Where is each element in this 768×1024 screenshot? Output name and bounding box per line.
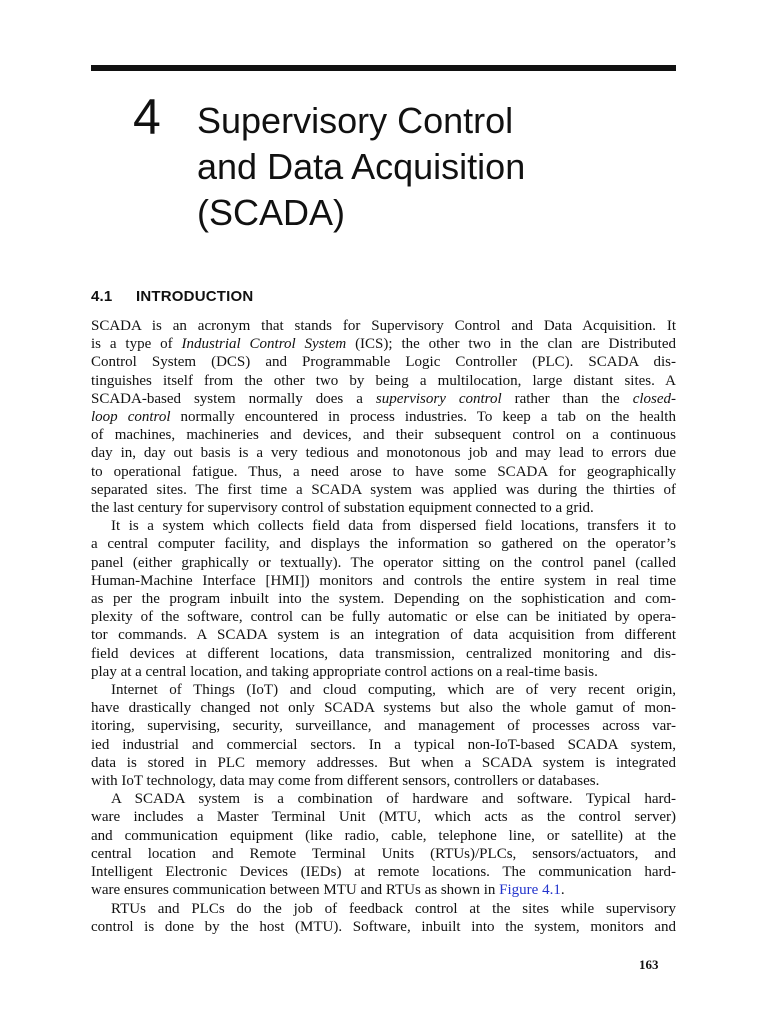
text-segment: control is done by the host (MTU). Software, inbuilt into the system, monitors and xyxy=(91,918,676,935)
text-segment: Human-Machine Interface [HMI]) monitors and controls the entire system in real time xyxy=(91,572,676,589)
chapter-title-line: Supervisory Control xyxy=(197,100,514,141)
section-heading xyxy=(91,288,253,305)
text-segment: Internet of Things (IoT) and cloud computing, which are of very recent origin, xyxy=(111,682,676,699)
text-segment: tor commands. A SCADA system is an integration of data acquisition from different xyxy=(91,627,676,644)
section-number: 4.1 xyxy=(91,288,113,305)
text-segment: ware includes a Master Terminal Unit (MTU, which acts as the control server) xyxy=(91,809,676,826)
section-title: INTRODUCTION xyxy=(136,288,254,305)
chapter-title xyxy=(197,98,525,236)
text-segment: Control System (DCS) and Programmable Logic Controller (PLC). SCADA dis- xyxy=(91,354,676,371)
text-segment: ware ensures communication between MTU and RTUs as shown in xyxy=(91,882,500,899)
text-segment: itoring, supervising, security, surveillance, and management of processes across var- xyxy=(91,718,676,735)
text-line xyxy=(91,554,676,572)
italic-term: loop control xyxy=(91,409,171,426)
text-line xyxy=(91,608,676,626)
text-line xyxy=(91,572,676,590)
text-line xyxy=(91,426,676,444)
paragraph xyxy=(91,517,676,681)
text-segment: . xyxy=(560,882,565,899)
text-line xyxy=(91,390,676,408)
text-segment: central location and Remote Terminal Units (RTUs)/PLCs, sensors/actuators, and xyxy=(91,845,676,862)
text-segment: have drastically changed not only SCADA systems but also the whole gamut of mon- xyxy=(91,700,676,717)
text-segment: a central computer facility, and displays the information so gathered on the operator’s xyxy=(91,536,676,553)
text-segment: as per the program inbuilt into the system. Depending on the sophistication and com- xyxy=(91,591,676,608)
figure-link[interactable]: Figure 4.1 xyxy=(499,882,561,899)
paragraph xyxy=(91,790,676,899)
text-segment: separated sites. The first time a SCADA system was applied was during the thirties of xyxy=(91,481,676,498)
text-line xyxy=(91,772,676,790)
text-line xyxy=(91,481,676,499)
text-segment: field devices at different locations, data transmission, centralized monitoring and dis- xyxy=(91,645,676,662)
text-line xyxy=(91,535,676,553)
text-segment: of machines, machineries and devices, and their subsequent control on a continuous xyxy=(91,427,676,444)
text-segment: Intelligent Electronic Devices (IEDs) at remote locations. The communication hard- xyxy=(91,864,676,881)
text-line xyxy=(91,808,676,826)
text-segment: and communication equipment (like radio, cable, telephone line, or satellite) at the xyxy=(91,827,676,844)
chapter-number: 4 xyxy=(133,89,161,145)
italic-term: closed- xyxy=(632,390,676,407)
text-line xyxy=(91,444,676,462)
text-segment: is a type of xyxy=(91,336,182,353)
text-segment: tinguishes itself from the other two by being a multilocation, large distant sites. A xyxy=(91,372,676,389)
text-segment: play at a central location, and taking appropriate control actions on a real-time basis. xyxy=(91,663,598,680)
text-line xyxy=(91,790,676,808)
text-segment: day in, day out basis is a very tedious and monotonous job and may lead to errors due xyxy=(91,445,676,462)
chapter-title-line: (SCADA) xyxy=(197,192,346,233)
text-segment: normally encountered in process industries. To keep a tab on the health xyxy=(170,409,676,426)
text-line xyxy=(91,900,676,918)
text-line xyxy=(91,645,676,663)
text-segment: data is stored in PLC memory addresses. But when a SCADA system is integrated xyxy=(91,754,676,771)
text-segment: A SCADA system is a combination of hardware and software. Typical hard- xyxy=(111,791,676,808)
text-segment: ied industrial and commercial sectors. In a typical non-IoT-based SCADA system, xyxy=(91,736,676,753)
text-segment: the last century for supervisory control of substation equipment connected to a grid. xyxy=(91,500,594,517)
text-segment: SCADA-based system normally does a xyxy=(91,390,376,407)
text-line xyxy=(91,463,676,481)
text-segment: (ICS); the other two in the clan are Distributed xyxy=(346,336,676,353)
text-line xyxy=(91,845,676,863)
text-line xyxy=(91,317,676,335)
text-line xyxy=(91,408,676,426)
text-line xyxy=(91,372,676,390)
text-line xyxy=(91,881,676,899)
text-line xyxy=(91,754,676,772)
text-line xyxy=(91,699,676,717)
italic-term: supervisory control xyxy=(375,390,502,407)
text-segment: to operational fatigue. Thus, a need arose to have some SCADA for geographically xyxy=(91,463,676,480)
chapter-title-line: and Data Acquisition xyxy=(197,146,526,187)
text-line xyxy=(91,918,676,936)
text-line xyxy=(91,499,676,517)
text-line xyxy=(91,353,676,371)
text-segment: SCADA is an acronym that stands for Supervisory Control and Data Acquisition. It xyxy=(91,318,676,334)
paragraph xyxy=(91,900,676,936)
text-line xyxy=(91,681,676,699)
text-line xyxy=(91,517,676,535)
text-line xyxy=(91,863,676,881)
text-line xyxy=(91,717,676,735)
text-segment: It is a system which collects field data from dispersed field locations, transfers it to xyxy=(111,518,676,535)
text-segment: RTUs and PLCs do the job of feedback control at the sites while supervisory xyxy=(111,900,676,917)
text-segment: rather than the xyxy=(501,390,633,407)
text-line xyxy=(91,335,676,353)
text-line xyxy=(91,663,676,681)
text-line xyxy=(91,736,676,754)
text-line xyxy=(91,827,676,845)
paragraph xyxy=(91,681,676,790)
body-text xyxy=(91,317,676,936)
italic-term: Industrial Control System xyxy=(181,336,347,353)
chapter-top-rule xyxy=(91,65,676,71)
text-segment: panel (either graphically or textually). The operator sitting on the control panel (called xyxy=(91,554,676,571)
page-number: 163 xyxy=(639,957,659,972)
text-segment: plexity of the software, control can be fully automatic or else can be initiated by opera- xyxy=(91,609,676,626)
text-segment: with IoT technology, data may come from different sensors, controllers or databases. xyxy=(91,773,600,790)
paragraph xyxy=(91,317,676,517)
text-line xyxy=(91,590,676,608)
text-line xyxy=(91,626,676,644)
